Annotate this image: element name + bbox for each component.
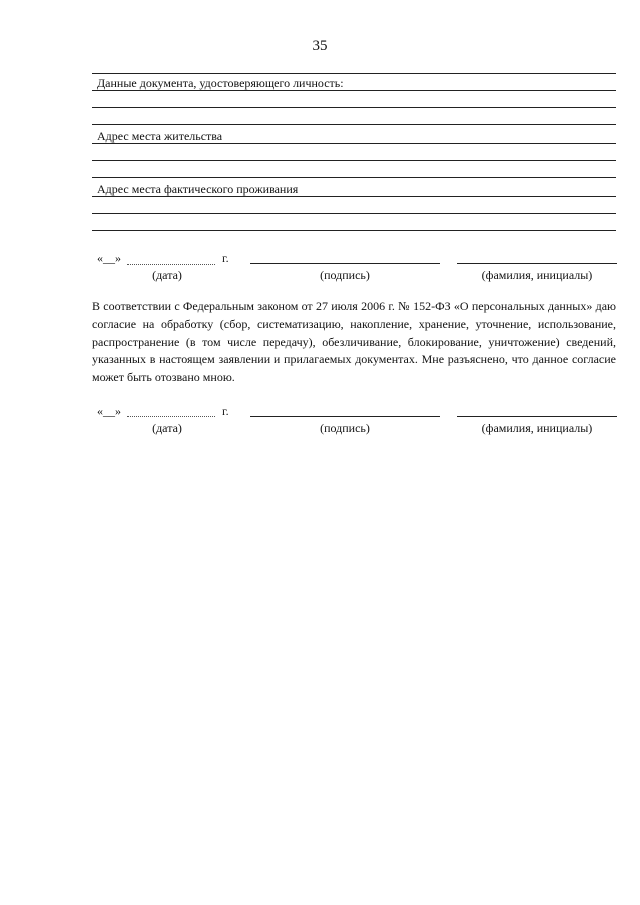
identity-document-line-1[interactable]: [92, 90, 616, 91]
signature-caption: (подпись): [320, 268, 370, 282]
date-month-field[interactable]: [127, 264, 215, 265]
actual-address-line-1[interactable]: [92, 196, 616, 197]
name-line[interactable]: [457, 263, 617, 264]
signature-caption: (подпись): [320, 421, 370, 435]
identity-document-label: Данные документа, удостоверяющего личность:: [97, 76, 344, 90]
actual-address-line-2[interactable]: [92, 213, 616, 214]
year-suffix: г.: [222, 404, 229, 418]
signature-line[interactable]: [250, 416, 440, 417]
residence-address-line-2[interactable]: [92, 160, 616, 161]
identity-document-line-2[interactable]: [92, 107, 616, 108]
name-caption: (фамилия, инициалы): [481, 421, 593, 435]
identity-document-line-3[interactable]: [92, 124, 616, 125]
page-number: 35: [312, 38, 328, 54]
date-caption: (дата): [152, 268, 182, 282]
consent-paragraph: В соответствии с Федеральным законом от 27 июля 2006 г. № 152-ФЗ «О персональных данных» даю согласие на обработку (сбор, систематизацию, накопление, хранение, уточнение, использование, распространение (в том числе передачу), обезличивание, блокирование, уничтожение) сведений, указанных в настоящем заявлении и прилагаемых документах. Мне разъяснено, что данное согласие может быть отозвано мною.: [92, 299, 616, 385]
year-suffix: г.: [222, 251, 229, 265]
residence-address-line-1[interactable]: [92, 143, 616, 144]
residence-address-line-3[interactable]: [92, 177, 616, 178]
date-day-field[interactable]: «__»: [97, 251, 121, 265]
date-day-field[interactable]: «__»: [97, 404, 121, 418]
name-caption: (фамилия, инициалы): [481, 268, 593, 282]
date-month-field[interactable]: [127, 416, 215, 417]
field-top-rule: [92, 73, 616, 74]
residence-address-label: Адрес места жительства: [97, 129, 223, 143]
date-caption: (дата): [152, 421, 182, 435]
actual-address-line-3[interactable]: [92, 230, 616, 231]
actual-address-label: Адрес места фактического проживания: [97, 182, 299, 196]
signature-line[interactable]: [250, 263, 440, 264]
name-line[interactable]: [457, 416, 617, 417]
